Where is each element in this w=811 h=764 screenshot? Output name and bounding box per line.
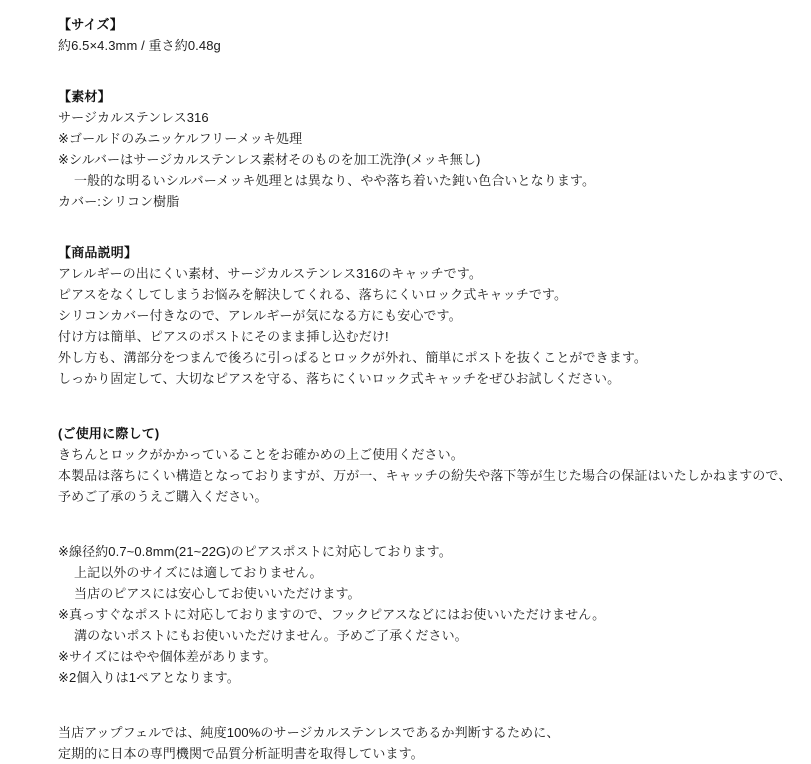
section-line: 本製品は落ちにくい構造となっておりますが、万が一、キャッチの紛失や落下等が生じた場合の保証はいたしかねますので、 [58, 468, 792, 483]
section-heading: 【サイズ】 [58, 17, 123, 32]
section-line: ※サイズにはやや個体差があります。 [58, 649, 277, 664]
section-line: ※真っすぐなポストに対応しておりますので、フックピアスなどにはお使いいただけません。 [58, 607, 606, 622]
section-line: 当店のピアスには安心してお使いいただけます。 [74, 586, 361, 601]
spacer [58, 507, 771, 541]
section-line: 外し方も、溝部分をつまんで後ろに引っぱるとロックが外れ、簡単にポストを抜くことができます。 [58, 350, 647, 365]
section-line: 溝のないポストにもお使いいただけません。予めご了承ください。 [74, 628, 468, 643]
section-line: 上記以外のサイズには適しておりません。 [74, 565, 323, 580]
section-line: 当店アップフェルでは、純度100%のサージカルステンレスであるか判断するために、 [58, 725, 560, 740]
section-line: アレルギーの出にくい素材、サージカルステンレス316のキャッチです。 [58, 266, 482, 281]
spacer [58, 389, 771, 423]
section-line: 約6.5×4.3mm / 重さ約0.48g [58, 38, 221, 53]
section-heading: 【商品説明】 [58, 245, 138, 260]
section-line: ピアスをなくしてしまうお悩みを解決してくれる、落ちにくいロック式キャッチです。 [58, 287, 568, 302]
section-compatibility [58, 541, 771, 688]
section-material [58, 86, 771, 212]
section-product-description [58, 242, 771, 389]
section-line: シリコンカバー付きなので、アレルギーが気になる方にも安心です。 [58, 308, 462, 323]
spacer [58, 56, 771, 86]
section-line: 付け方は簡単、ピアスのポストにそのまま挿し込むだけ! [58, 329, 389, 344]
section-line: ※2個入りは1ペアとなります。 [58, 670, 240, 685]
section-line: ※ゴールドのみニッケルフリーメッキ処理 [58, 131, 303, 146]
section-line: サージカルステンレス316 [58, 110, 209, 125]
section-line: しっかり固定して、大切なピアスを守る、落ちにくいロック式キャッチをぜひお試しください。 [58, 371, 621, 386]
section-line: 予めご了承のうえご購入ください。 [58, 489, 268, 504]
section-line: ※シルバーはサージカルステンレス素材そのものを加工洗浄(メッキ無し) [58, 152, 481, 167]
spacer [58, 212, 771, 242]
section-line: ※線径約0.7~0.8mm(21~22G)のピアスポストに対応しております。 [58, 544, 452, 559]
section-line: 一般的な明るいシルバーメッキ処理とは異なり、やや落ち着いた鈍い色合いとなります。 [74, 173, 596, 188]
section-heading: (ご使用に際して) [58, 426, 160, 441]
section-heading: 【素材】 [58, 89, 111, 104]
section-line: カバー:シリコン樹脂 [58, 194, 180, 209]
spacer [58, 688, 771, 722]
section-line: 定期的に日本の専門機関で品質分析証明書を取得しています。 [58, 746, 424, 761]
section-usage-notice [58, 423, 792, 507]
section-line: きちんとロックがかかっていることをお確かめの上ご使用ください。 [58, 447, 464, 462]
section-size [58, 14, 771, 56]
section-quality-statement [58, 722, 771, 764]
